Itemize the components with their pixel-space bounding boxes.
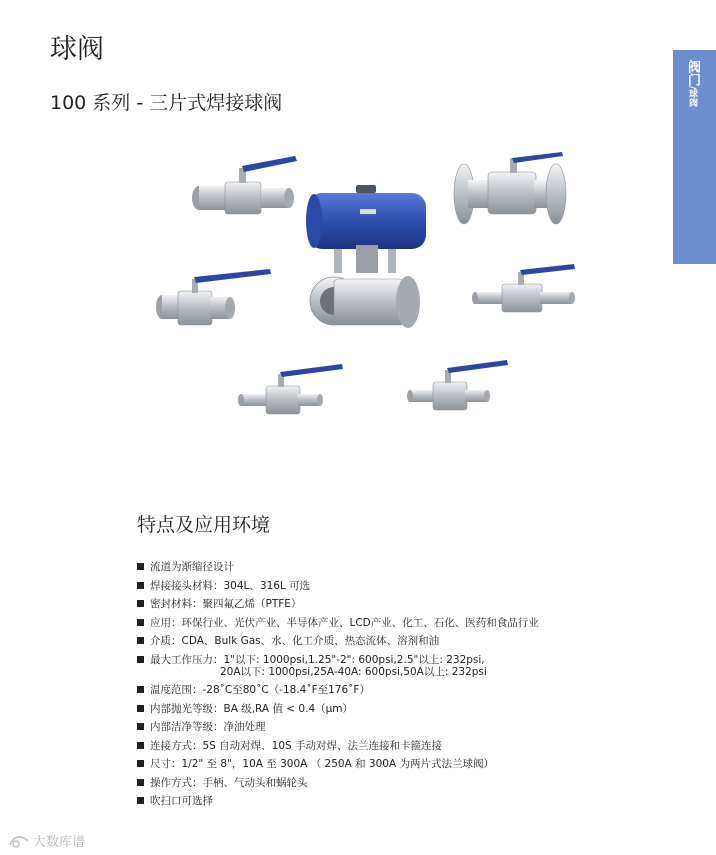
- valve-photo-7: [405, 358, 515, 416]
- bullet-square-icon: [137, 656, 144, 663]
- bullet-square-icon: [137, 600, 144, 607]
- bullet-square-icon: [137, 797, 144, 804]
- feature-item: 温度范围：-28˚C至80˚C（-18.4˚F至176˚F）: [137, 684, 617, 696]
- feature-item: 连接方式：5S 自动对焊、10S 手动对焊、法兰连接和卡箍连接: [137, 740, 617, 752]
- valve-photo-2: [304, 183, 430, 340]
- feature-item: 吹扫口可选择: [137, 795, 617, 807]
- bullet-square-icon: [137, 705, 144, 712]
- bullet-square-icon: [137, 760, 144, 767]
- features-heading: 特点及应用环境: [137, 514, 271, 536]
- side-category-tab: [673, 50, 716, 264]
- bullet-square-icon: [137, 582, 144, 589]
- valve-photo-5: [470, 262, 580, 322]
- side-tab-label: [684, 60, 700, 107]
- side-tab-main: 阀门: [685, 60, 700, 86]
- valve-photo-4: [152, 265, 276, 345]
- valve-photo-1: [185, 152, 305, 222]
- bullet-square-icon: [137, 742, 144, 749]
- watermark-text: 大数库谱: [33, 835, 86, 850]
- watermark-logo-icon: [8, 833, 30, 849]
- page-title: 球阀: [50, 34, 104, 65]
- feature-item: 流道为渐缩径设计: [137, 561, 617, 573]
- bullet-square-icon: [137, 637, 144, 644]
- watermark: [8, 831, 85, 850]
- bullet-square-icon: [137, 619, 144, 626]
- feature-item: 尺寸：1/2" 至 8"，10A 至 300A （ 250A 和 300A 为两片式法兰球阀）: [137, 758, 617, 770]
- side-tab-sub: /球阀: [687, 86, 697, 108]
- bullet-square-icon: [137, 563, 144, 570]
- valve-photo-3: [450, 150, 575, 230]
- feature-item: 介质：CDA、Bulk Gas、水、化工介质、热态流体、溶剂和油: [137, 635, 617, 647]
- feature-item: 内部抛光等级：BA 级,RA 值 < 0.4（μm）: [137, 703, 617, 715]
- feature-item: 最大工作压力：1"以下: 1000psi,1.25"-2": 600psi,2.5"以上: 232psi, 20A以下: 1000psi,25A-40A: 600psi,50A以上: 232psi: [137, 654, 617, 678]
- feature-item: 焊接接头材料：304L、316L 可选: [137, 580, 617, 592]
- feature-item: 内部洁净等级：净油处理: [137, 721, 617, 733]
- feature-item-line2: 20A以下: 1000psi,25A-40A: 600psi,50A以上: 232psi: [220, 665, 487, 678]
- feature-item: 应用：环保行业、光伏产业、半导体产业、LCD产业、化工、石化、医药和食品行业: [137, 617, 617, 629]
- bullet-square-icon: [137, 686, 144, 693]
- page-subtitle: 100 系列 - 三片式焊接球阀: [50, 92, 283, 114]
- valve-photo-6: [238, 362, 348, 418]
- feature-item: 密封材料：聚四氟乙烯（PTFE）: [137, 598, 617, 610]
- feature-item: 操作方式：手柄、气动头和蜗轮头: [137, 777, 617, 789]
- bullet-square-icon: [137, 723, 144, 730]
- bullet-square-icon: [137, 779, 144, 786]
- features-list: [137, 561, 617, 814]
